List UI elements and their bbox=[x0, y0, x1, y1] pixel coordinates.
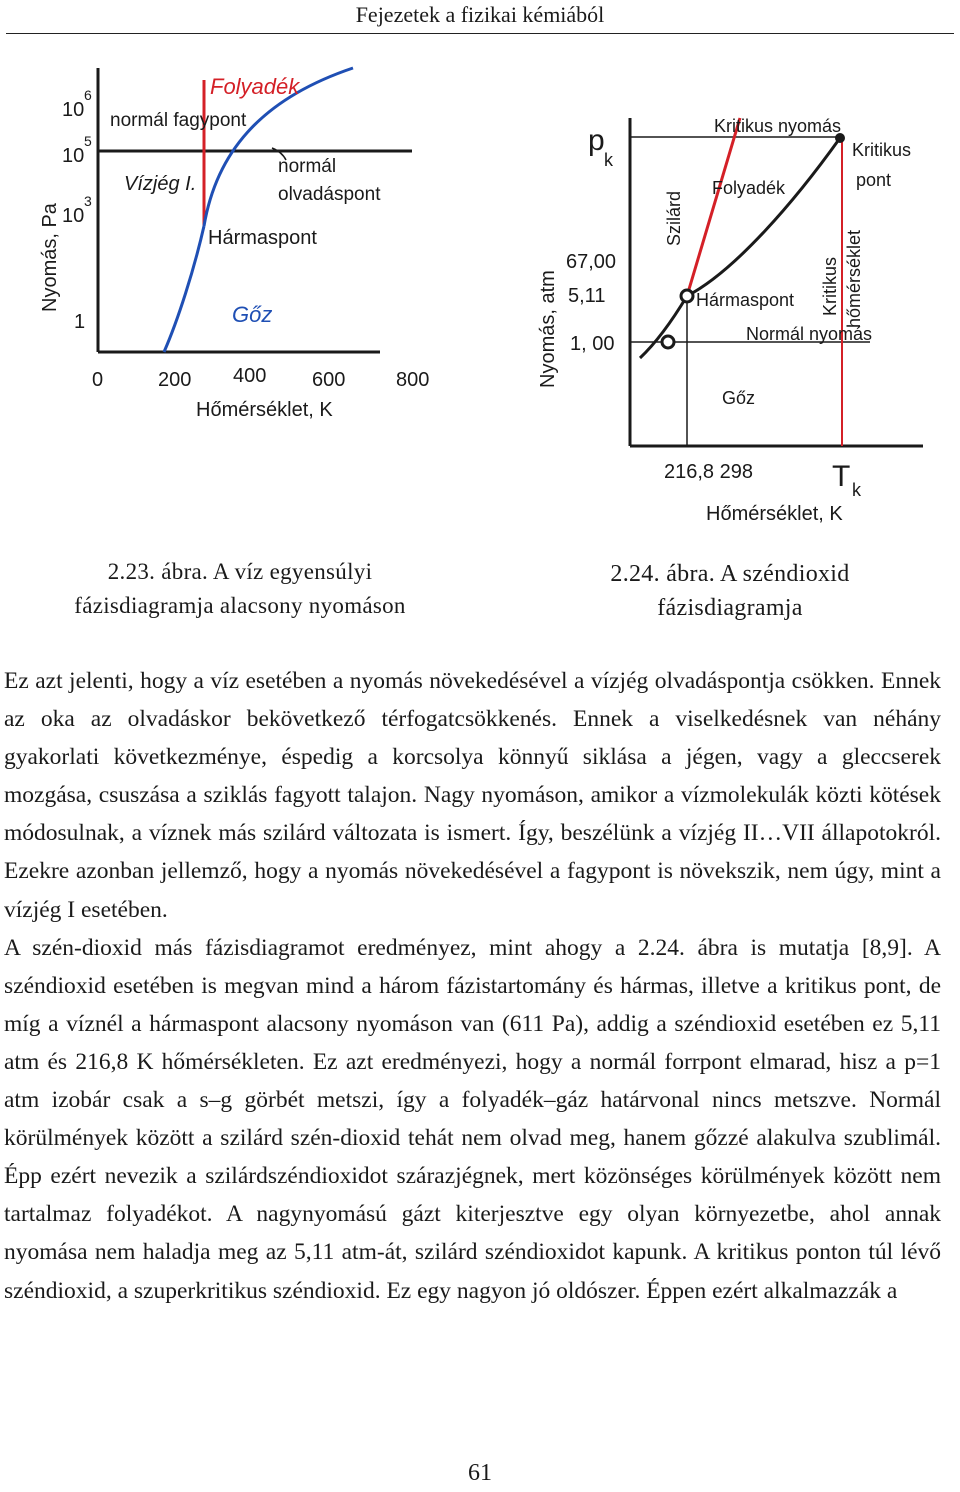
header-divider bbox=[6, 33, 954, 34]
y-tick-label: 67,00 bbox=[566, 251, 617, 273]
solid-liquid-line bbox=[687, 118, 740, 296]
page-number: 61 bbox=[468, 1460, 492, 1486]
normal-melting-label: olvadáspont bbox=[278, 184, 381, 205]
normal-pressure-label: Normál nyomás bbox=[746, 324, 873, 344]
y-tick-exponent: 6 bbox=[84, 87, 92, 103]
caption-line: fázisdiagramja alacsony nyomáson bbox=[74, 593, 406, 618]
y-tick-label: 10 bbox=[62, 145, 85, 167]
triple-point-label: Hármaspont bbox=[696, 290, 795, 310]
x-axis-label: Hőmérséklet, K bbox=[706, 503, 843, 525]
tk-subscript: k bbox=[852, 480, 861, 500]
y-tick-label: 10 bbox=[62, 99, 85, 121]
figure-23-caption bbox=[10, 555, 470, 623]
normal-freezing-label: normál fagypont bbox=[110, 110, 247, 131]
x-tick-label: 800 bbox=[396, 369, 430, 391]
x-tick-label: 400 bbox=[233, 365, 267, 387]
critical-pressure-label: Kritikus nyomás bbox=[714, 116, 842, 136]
normal-melting-label: normál bbox=[278, 156, 337, 177]
critical-point-label: pont bbox=[856, 170, 892, 190]
caption-line: 2.24. ábra. A széndioxid bbox=[610, 561, 850, 587]
triple-point-marker bbox=[681, 290, 693, 302]
x-axis-label: Hőmérséklet, K bbox=[196, 399, 333, 421]
y-axis-label: Nyomás, atm bbox=[537, 270, 559, 388]
triple-point-label: Hármaspont bbox=[208, 227, 317, 249]
co2-phase-diagram bbox=[530, 96, 950, 536]
y-tick-exponent: 3 bbox=[84, 193, 92, 209]
pk-label: p bbox=[588, 124, 605, 157]
y-tick-label: 10 bbox=[62, 205, 85, 227]
x-tick-label: 600 bbox=[312, 369, 346, 391]
body-text bbox=[4, 662, 941, 1310]
y-tick-exponent: 5 bbox=[84, 133, 92, 149]
figure-24-caption bbox=[520, 557, 940, 625]
x-tick-label: 200 bbox=[158, 369, 192, 391]
caption-line: fázisdiagramja bbox=[657, 595, 803, 621]
critical-temperature-label: Kritikus bbox=[820, 256, 840, 316]
page-header: Fejezetek a fizikai kémiából bbox=[355, 2, 605, 27]
solid-gas-curve bbox=[640, 296, 687, 358]
vapor-label: Gőz bbox=[232, 302, 273, 327]
y-tick-label: 5,11 bbox=[568, 285, 606, 307]
liquid-label: Folyadék bbox=[712, 178, 786, 198]
x-tick-label: 0 bbox=[92, 369, 104, 391]
y-axis-label: Nyomás, Pa bbox=[39, 203, 61, 312]
gas-label: Gőz bbox=[722, 388, 756, 408]
y-tick-label: 1, 00 bbox=[570, 333, 615, 355]
tk-label: T bbox=[832, 460, 851, 493]
caption-line: 2.23. ábra. A víz egyensúlyi bbox=[107, 559, 373, 584]
water-phase-diagram bbox=[28, 60, 448, 430]
critical-temperature-label: hőmérséklet bbox=[844, 229, 864, 328]
pk-subscript: k bbox=[604, 150, 613, 170]
x-tick-label: 216,8 298 bbox=[664, 461, 753, 483]
solid-vapor-curve bbox=[164, 226, 204, 352]
paragraph: Ez azt jelenti, hogy a víz esetében a nyomás növekedésével a vízjég olvadáspontja csökken. Ennek az oka az olvadáskor bekövetkező térfogatcsökkenés. Ennek a viselkedésnek van néhány gyakorlati következménye, éspedig a korcsolya könnyű siklása a jégen, vagy a gleccserek mozgása, csuszása a sziklás fagyott talajon. Nagy nyomáson, amikor a vízmolekulák közti kötések módosulnak, a víznek más szilárd változata is ismert. Így, beszélünk a vízjég II…VII állapotokról. Ezekre azonban jellemző, hogy a nyomás növekedésével a fagypont is növekszik, nem úgy, mint a vízjég I esetében. bbox=[4, 668, 941, 923]
y-tick-label: 1 bbox=[74, 311, 86, 333]
paragraph: A szén-dioxid más fázisdiagramot eredményez, mint ahogy a 2.24. ábra is mutatja [8,9]. A széndioxid esetében is megvan mind a három fázistartomány és hármas, illetve a kritikus pont, de míg a víznél a hármaspont alacsony nyomáson van (611 Pa), addig a széndioxid esetében ez 5,11 atm és 216,8 K hőmérsékleten. Ez azt eredményezi, hogy a normál forrpont elmarad, hisz a p=1 atm izobár csak a s–g görbét metszi, így a folyadék–gáz határvonal nincs metszve. Normál körülmények között a szilárd szén-dioxid tehát nem olvad meg, hanem gőzzé alakulva szublimál. Épp ezért nevezik a szilárdszéndioxidot szárazjégnek, mert közönséges körülmények között nem tartalmaz folyadékot. A nagynyomású gázt kiterjesztve egy olyan környezetbe, ahol annak nyomása nem haladja meg az 5,11 atm-át, szilárd széndioxidot kapunk. A kritikus ponton túl lévő széndioxid, a szuperkritikus széndioxid. Ez egy nagyon jó oldószer. Éppen ezért alkalmazzák a bbox=[4, 934, 941, 1304]
liquid-label: Folyadék bbox=[210, 74, 300, 99]
ice-label: Vízjég I. bbox=[124, 173, 197, 195]
normal-sublimation-marker bbox=[662, 336, 674, 348]
critical-point-label: Kritikus bbox=[852, 140, 912, 160]
solid-label: Szilárd bbox=[664, 190, 684, 246]
